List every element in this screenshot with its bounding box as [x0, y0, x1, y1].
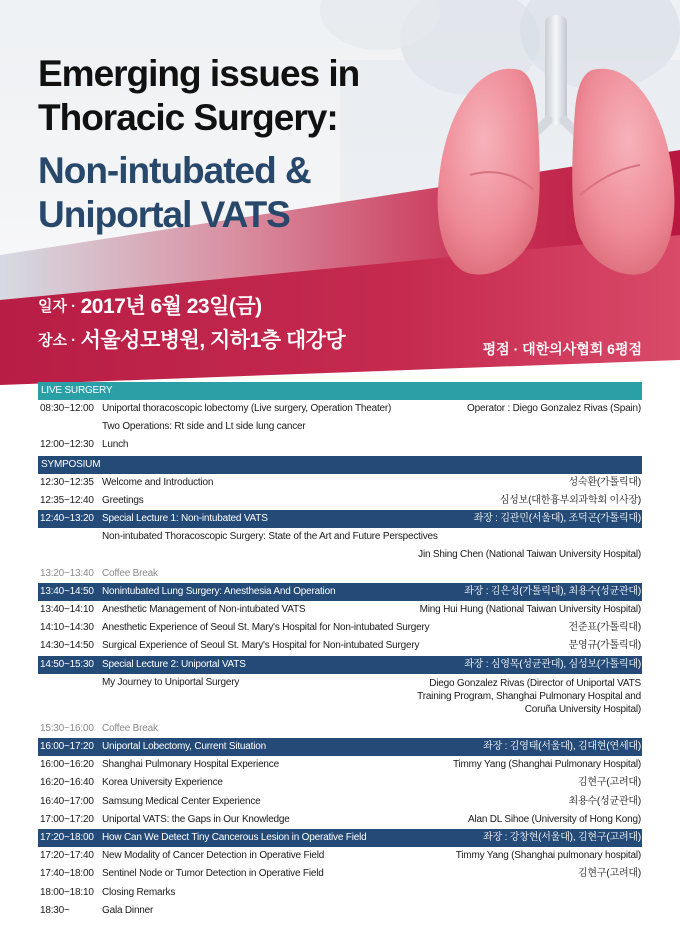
row-time: 12:35~12:40 [40, 494, 94, 506]
session-chairs: 좌장 : 심영목(성균관대), 심성보(가톨릭대) [464, 658, 641, 670]
session-time: 13:40~14:50 [40, 585, 94, 597]
session-header-row [38, 738, 642, 756]
row-time: 17:20~17:40 [40, 850, 94, 862]
session-title: Nonintubated Lung Surgery: Anesthesia And Operation [102, 585, 336, 597]
row-description: Non-intubated Thoracoscopic Surgery: State of the Art and Future Perspectives [102, 531, 438, 543]
session-title: How Can We Detect Tiny Cancerous Lesion in Operative Field [102, 832, 367, 844]
row-description: Samsung Medical Center Experience [102, 795, 261, 807]
row-speaker: 성숙환(가톨릭대) [568, 476, 641, 488]
row-time: 18:30~ [40, 904, 70, 916]
row-time: 08:30~12:00 [40, 403, 94, 414]
session-chairs: 좌장 : 강창현(서울대), 김현구(고려대) [483, 832, 641, 844]
row-speaker: 전준표(가톨릭대) [568, 622, 641, 634]
date-label: 일자 · [38, 298, 77, 315]
session-time: 12:40~13:20 [40, 513, 94, 525]
session-chairs: 좌장 : 김영태(서울대), 김대현(연세대) [483, 741, 641, 753]
poster-title [38, 52, 359, 237]
row-time: 14:10~14:30 [40, 622, 94, 634]
row-description: Coffee Break [102, 567, 158, 579]
schedule-row [38, 474, 642, 492]
row-time: 12:30~12:35 [40, 476, 94, 488]
row-description: Welcome and Introduction [102, 476, 214, 488]
row-description: Anesthetic Management of Non-intubated VATS [102, 604, 306, 616]
credits-info: 평점 · 대한의사협회 6평점 [482, 341, 642, 357]
row-speaker: Alan DL Sihoe (University of Hong Kong) [467, 813, 641, 825]
row-description: Uniportal VATS: the Gaps in Our Knowledge [102, 813, 290, 825]
row-description: Shanghai Pulmonary Hospital Experience [102, 759, 279, 771]
row-speaker: 문영규(가톨릭대) [568, 640, 641, 652]
schedule-row [38, 436, 642, 454]
row-speaker: Ming Hui Hung (National Taiwan University Hospital) [419, 604, 641, 616]
row-description: Korea University Experience [102, 777, 223, 789]
schedule-row [38, 811, 642, 829]
session-header-row [38, 583, 642, 601]
row-description: Greetings [102, 494, 144, 506]
break-row [38, 720, 642, 738]
row-speaker [417, 677, 641, 717]
session-title: Special Lecture 1: Non-intubated VATS [102, 513, 268, 525]
speaker-line-3: Coruña University Hospital) [524, 704, 641, 716]
schedule-row [38, 528, 642, 564]
row-speaker: 김현구(고려대) [577, 868, 641, 880]
row-speaker: Operator : Diego Gonzalez Rivas (Spain) [467, 403, 641, 414]
row-time: 17:00~17:20 [40, 813, 94, 825]
row-time: 16:20~16:40 [40, 777, 94, 789]
row-speaker: Timmy Yang (Shanghai Pulmonary Hospital) [452, 759, 641, 771]
schedule-row [38, 674, 642, 720]
session-chairs: 좌장 : 김관민(서울대), 조덕곤(가톨릭대) [473, 513, 641, 525]
hero-banner [0, 0, 680, 385]
session-chairs: 좌장 : 김은성(가톨릭대), 최용수(성균관대) [464, 585, 641, 597]
row-description: Coffee Break [102, 722, 158, 734]
session-time: 16:00~17:20 [40, 741, 94, 753]
schedule-row [38, 884, 642, 902]
session-time: 17:20~18:00 [40, 832, 94, 844]
row-description: New Modality of Cancer Detection in Operative Field [102, 850, 325, 862]
row-speaker: 김현구(고려대) [577, 777, 641, 789]
session-header-row [38, 829, 642, 847]
subtitle-line-1: Non-intubated & [38, 150, 311, 191]
schedule-row [38, 601, 642, 619]
row-time: 16:00~16:20 [40, 759, 94, 771]
speaker-line-1: Diego Gonzalez Rivas (Director of Uniportal VATS [429, 677, 641, 689]
section-header-symposium: SYMPOSIUM [38, 456, 642, 474]
row-description: My Journey to Uniportal Surgery [102, 676, 240, 688]
speaker-line-2: Training Program, Shanghai Pulmonary Hospital and [417, 691, 641, 703]
row-description: Gala Dinner [102, 904, 154, 916]
row-speaker: 최용수(성균관대) [568, 795, 641, 807]
row-speaker: Timmy Yang (Shanghai pulmonary hospital) [455, 850, 641, 862]
date-value: 2017년 6월 23일(금) [80, 295, 262, 318]
venue-value: 서울성모병원, 지하1층 대강당 [80, 329, 346, 352]
schedule-row [38, 902, 642, 920]
subtitle-line-2: Uniportal VATS [38, 194, 290, 235]
section-header-live-surgery: LIVE SURGERY [38, 382, 642, 400]
schedule-row [38, 418, 642, 436]
row-description: Closing Remarks [102, 886, 176, 898]
row-time: 12:00~12:30 [40, 439, 94, 451]
row-time: 18:00~18:10 [40, 886, 94, 898]
row-description: Sentinel Node or Tumor Detection in Operative Field [102, 868, 324, 880]
row-description: Uniportal thoracoscopic lobectomy (Live surgery, Operation Theater) [102, 403, 392, 414]
event-venue [38, 329, 346, 366]
row-speaker: Jin Shing Chen (National Taiwan University Hospital) [418, 549, 641, 561]
row-time: 13:40~14:10 [40, 604, 94, 616]
session-header-row [38, 656, 642, 674]
row-speaker: 심성보(대한흉부외과학회 이사장) [499, 494, 641, 506]
schedule-row [38, 492, 642, 510]
event-info [38, 295, 346, 366]
schedule-row [38, 619, 642, 637]
session-title: Uniportal Lobectomy, Current Situation [102, 741, 266, 753]
session-title: Special Lecture 2: Uniportal VATS [102, 658, 246, 670]
row-description: Anesthetic Experience of Seoul St. Mary's Hospital for Non-intubated Surgery [102, 622, 430, 634]
schedule-row [38, 400, 642, 418]
schedule-row [38, 637, 642, 655]
row-time: 17:40~18:00 [40, 868, 94, 880]
title-line-2: Thoracic Surgery: [38, 97, 338, 138]
session-time: 14:50~15:30 [40, 658, 94, 670]
row-description: Lunch [102, 439, 129, 451]
schedule-row [38, 865, 642, 883]
schedule-row [38, 847, 642, 865]
row-time: 13:20~13:40 [40, 567, 94, 579]
row-description: Surgical Experience of Seoul St. Mary's Hospital for Non-intubated Surgery [102, 640, 420, 652]
schedule-row [38, 756, 642, 774]
row-time: 14:30~14:50 [40, 640, 94, 652]
venue-label: 장소 · [38, 332, 77, 349]
event-date [38, 295, 345, 332]
title-line-1: Emerging issues in [38, 53, 360, 94]
break-row [38, 565, 642, 583]
schedule-row [38, 774, 642, 792]
row-time: 15:30~16:00 [40, 722, 94, 734]
row-time: 16:40~17:00 [40, 795, 94, 807]
row-description: Two Operations: Rt side and Lt side lung cancer [102, 421, 306, 433]
schedule-row [38, 793, 642, 811]
session-header-row [38, 510, 642, 528]
schedule-table [38, 381, 642, 920]
